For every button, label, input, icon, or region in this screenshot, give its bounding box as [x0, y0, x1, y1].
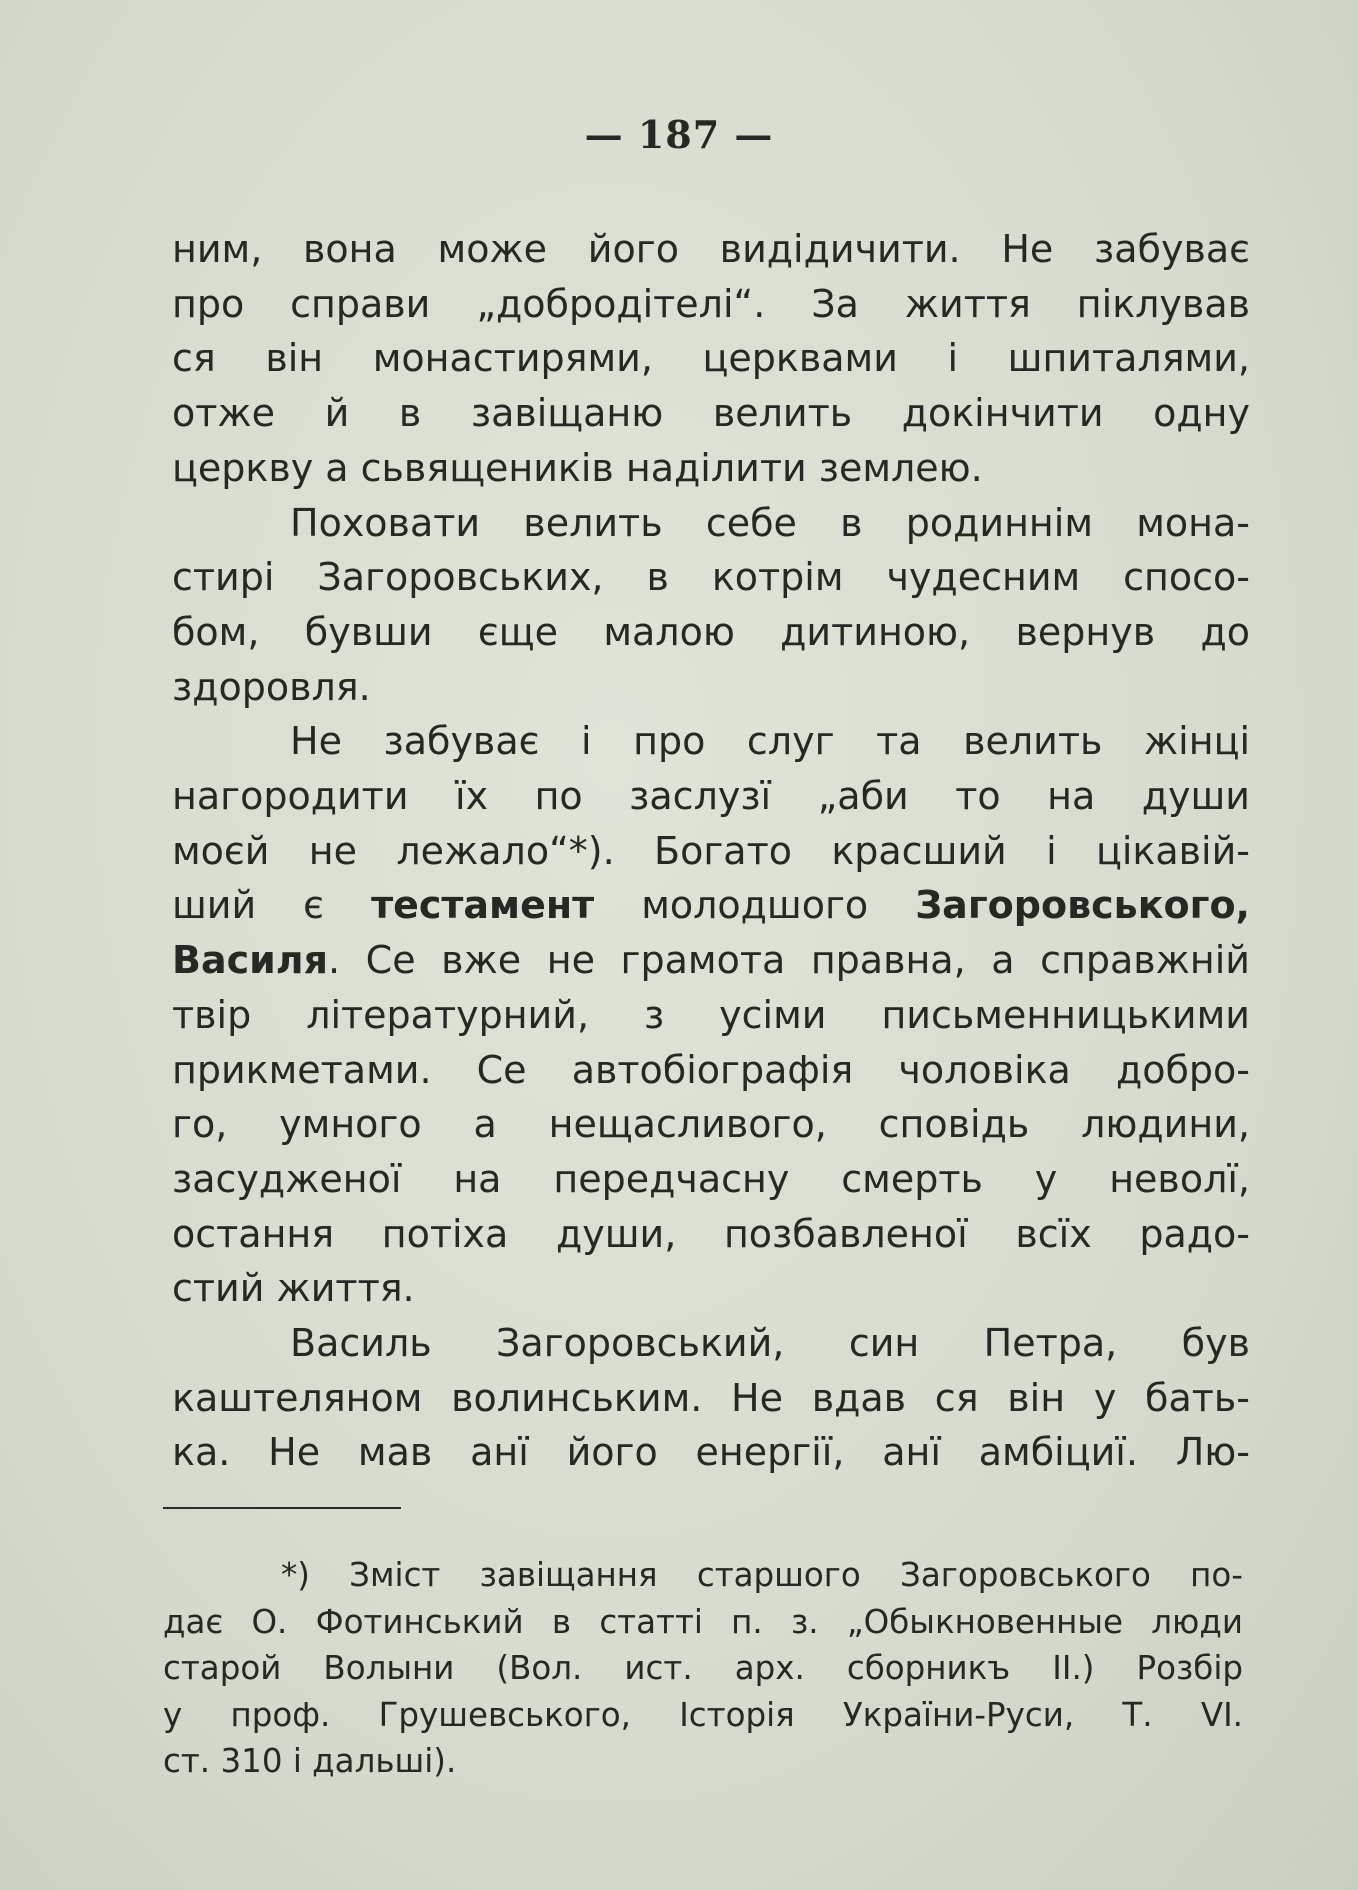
text-line: Василь Загоровський, син Петра, був — [290, 1321, 1250, 1366]
text-line: Поховати велить себе в родиннім мона- — [290, 500, 1250, 545]
text-segment: ший є — [172, 883, 372, 928]
text-line: моєй не лежало“*). Богато красший і цікавій- — [172, 828, 1250, 873]
text-line: бом, бувши єще малою дитиною, вернув до — [172, 609, 1250, 654]
text-line: стий життя. — [172, 1266, 415, 1311]
footnote-line: ст. 310 і дальші). — [163, 1742, 457, 1780]
text-line-mixed — [172, 933, 1250, 988]
bold-term-zagorovsky: Загоровського, — [915, 883, 1250, 928]
bold-term-vasyl: Василя — [172, 938, 328, 983]
footnote-line: у проф. Грушевського, Історія України-Руси, Т. VI. — [163, 1695, 1243, 1734]
text-line: отже й в завіщаню велить докінчити одну — [172, 391, 1250, 436]
text-line: ся він монастирями, церквами і шпиталями, — [172, 336, 1250, 381]
text-line: го, умного а нещасливого, сповідь людини, — [172, 1102, 1250, 1147]
text-line: засудженої на передчасну смерть у неволї, — [172, 1156, 1250, 1201]
text-line: ка. Не мав анї його енергії, анї амбіциї. Лю- — [172, 1430, 1250, 1475]
text-segment: . Се вже не грамота правна, а справжній — [328, 938, 1250, 983]
text-line: каштеляном волинським. Не вдав ся він у бать- — [172, 1375, 1250, 1420]
page-number: — 187 — — [584, 112, 774, 157]
text-line: Не забуває і про слуг та велить жінці — [290, 719, 1250, 764]
text-line: стирі Загоровських, в котрім чудесним спосо- — [172, 555, 1250, 600]
text-segment: молодшого — [594, 883, 916, 928]
text-line: нагородити їх по заслузї „аби то на души — [172, 774, 1250, 819]
footnote — [163, 1552, 1243, 1785]
footnote-line: старой Волыни (Вол. ист. арх. сборникъ II.) Розбір — [163, 1649, 1243, 1687]
text-line: церкву а сьвящеників наділити землею. — [172, 445, 983, 490]
text-line: ним, вона може його видідичити. Не забуває — [172, 227, 1250, 271]
bold-term-testament: тестамент — [371, 883, 595, 928]
text-line: остання потіха души, позбавленої всїх радо- — [172, 1211, 1250, 1256]
text-line-mixed — [172, 878, 1250, 933]
footnote-line: *) Зміст завіщання старшого Загоровського по- — [281, 1556, 1243, 1594]
footnote-line: дає О. Фотинський в статті п. з. „Обыкновенные люди — [163, 1602, 1243, 1641]
text-line: прикметами. Се автобіографія чоловіка добро- — [172, 1047, 1250, 1092]
text-line: здоровля. — [172, 664, 371, 709]
main-text — [172, 222, 1250, 1480]
text-line: твір літературний, з усіми письменницькими — [172, 992, 1250, 1037]
footnote-divider — [163, 1507, 401, 1509]
text-line: про справи „добродітелі“. За життя піклував — [172, 281, 1250, 326]
